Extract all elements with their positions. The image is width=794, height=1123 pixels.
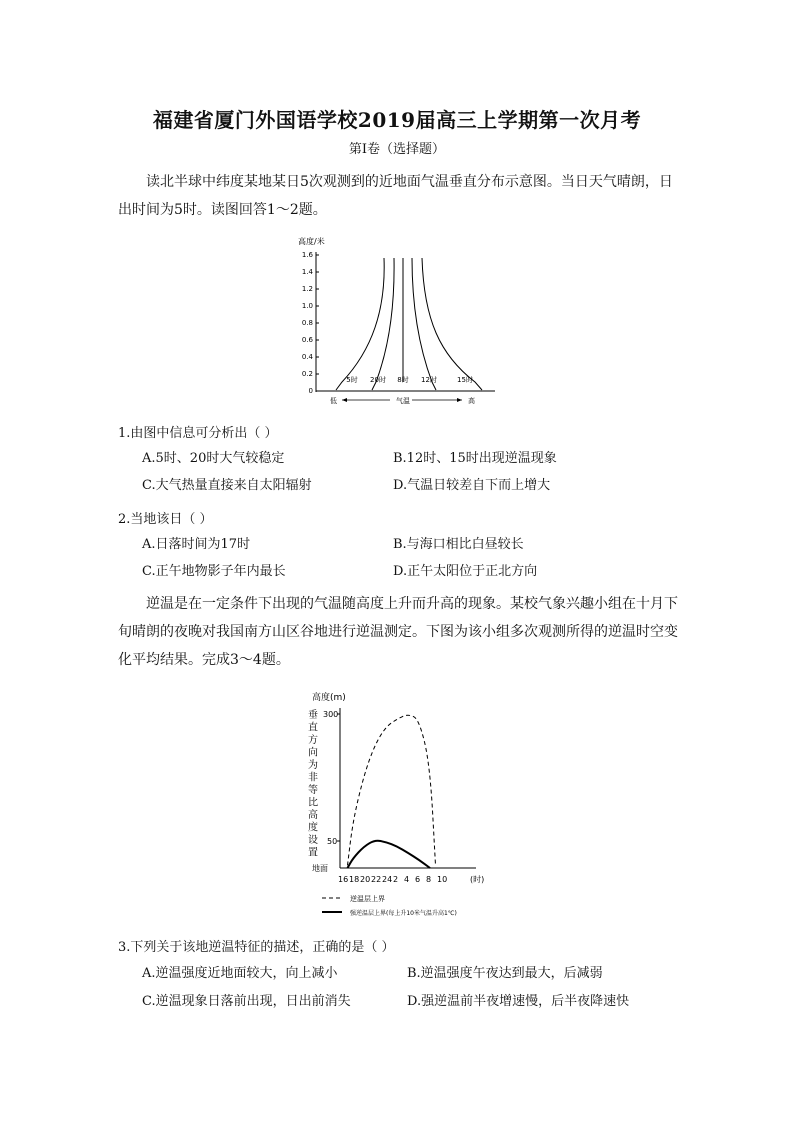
legend-solid-label: 强逆温层上界(每上升10米气温升高1℃) [350,910,457,917]
question-3-option-a: A.逆温强度近地面较大，向上减小 [142,966,338,981]
chart1-ytick: 0.6 [301,336,313,344]
section-subtitle: 第I卷（选择题） [348,142,446,157]
chart2-xtick: 10 [437,875,448,884]
chart1-ytick: 0 [308,387,313,395]
passage-1-line-1: 读北半球中纬度某地某日5次观测到的近地面气温垂直分布示意图。当日天气晴朗，日 [146,174,673,190]
chart2-xtick: 8 [426,875,432,884]
question-1-stem: 1.由图中信息可分析出（ ） [118,426,278,441]
x-axis-temperature-label: 气温 [396,397,410,405]
passage-2-line-1: 逆温是在一定条件下出现的气温随高度上升而升高的现象。某校气象兴趣小组在十月下 [146,596,678,612]
legend-dashed-label: 逆温层上界 [350,895,385,903]
chart2-xtick: 20 [360,875,371,884]
passage-2 [118,590,688,674]
question-3-option-c: C.逆温现象日落前出现，日出前消失 [142,994,351,1009]
question-1-option-a: A.5时、20时大气较稳定 [142,451,285,466]
chart1-ylabel: 高度/米 [298,237,325,246]
chart1-ytick: 0.4 [301,353,313,361]
curve-label-8h: 8时 [397,376,409,384]
chart2-xtick: 6 [415,875,421,884]
x-axis-low-label: 低 [330,397,337,405]
chart2-ytick-50: 50 [327,837,338,846]
chart2-xtick: 24 [382,875,393,884]
series-inversion-upper-bound [348,715,436,865]
series-strong-inversion-upper-bound [348,841,431,868]
temperature-profile-chart [290,230,505,410]
chart1-ytick: 0.8 [301,319,313,327]
passage-2-line-3: 化平均结果。完成3～4题。 [118,652,290,668]
page-title: 福建省厦门外国语学校2019届高三上学期第一次月考 [152,108,642,132]
chart2-ytick-300: 300 [323,710,339,719]
chart1-ytick: 0.2 [301,370,313,378]
passage-1 [118,168,688,224]
curve-label-5h: 5时 [346,376,358,384]
chart2-xtick: 16 [338,875,349,884]
chart2-x-unit: (时) [470,875,485,884]
curve-15h [422,258,482,390]
chart2-xtick: 4 [404,875,410,884]
curve-label-12h: 12时 [421,376,437,384]
question-3-option-b: B.逆温强度午夜达到最大，后减弱 [407,966,603,981]
chart2-ground-label: 地面 [312,864,328,873]
question-2-option-a: A.日落时间为17时 [142,537,251,552]
passage-2-line-2: 旬晴朗的夜晚对我国南方山区谷地进行逆温测定。下图为该小组多次观测所得的逆温时空变 [118,624,678,640]
chart1-ytick: 1.0 [301,302,313,310]
chart2-ylabel: 高度(m) [312,693,346,703]
chart1-ytick: 1.2 [301,285,313,293]
passage-1-line-2: 出时间为5时。读图回答1～2题。 [118,202,327,218]
question-2-option-b: B.与海口相比白昼较长 [393,537,524,552]
chart2-xtick: 2 [393,875,399,884]
inversion-layer-chart [296,686,506,921]
question-1-option-d: D.气温日较差自下而上增大 [393,478,551,493]
question-1-option-c: C.大气热量直接来自太阳辐射 [142,478,312,493]
chart1-ytick: 1.6 [301,251,313,259]
chart2-y-axis-note: 垂直方向为非等比高度设置 [308,710,318,859]
question-2-option-c: C.正午地物影子年内最长 [142,564,286,579]
question-2-stem: 2.当地该日（ ） [118,512,213,527]
chart2-xtick: 22 [371,875,382,884]
question-2-option-d: D.正午太阳位于正北方向 [393,564,538,579]
x-axis-high-label: 高 [468,397,475,405]
curve-20h [372,258,394,390]
curve-label-15h: 15时 [457,376,473,384]
curve-label-20h: 20时 [370,376,386,384]
question-1-option-b: B.12时、15时出现逆温现象 [393,451,557,466]
chart1-ytick: 1.4 [301,268,313,276]
question-3-option-d: D.强逆温前半夜增速慢，后半夜降速快 [407,994,630,1009]
chart2-xtick: 18 [349,875,360,884]
curve-5h [336,258,384,390]
question-3-stem: 3.下列关于该地逆温特征的描述，正确的是（ ） [118,940,395,955]
